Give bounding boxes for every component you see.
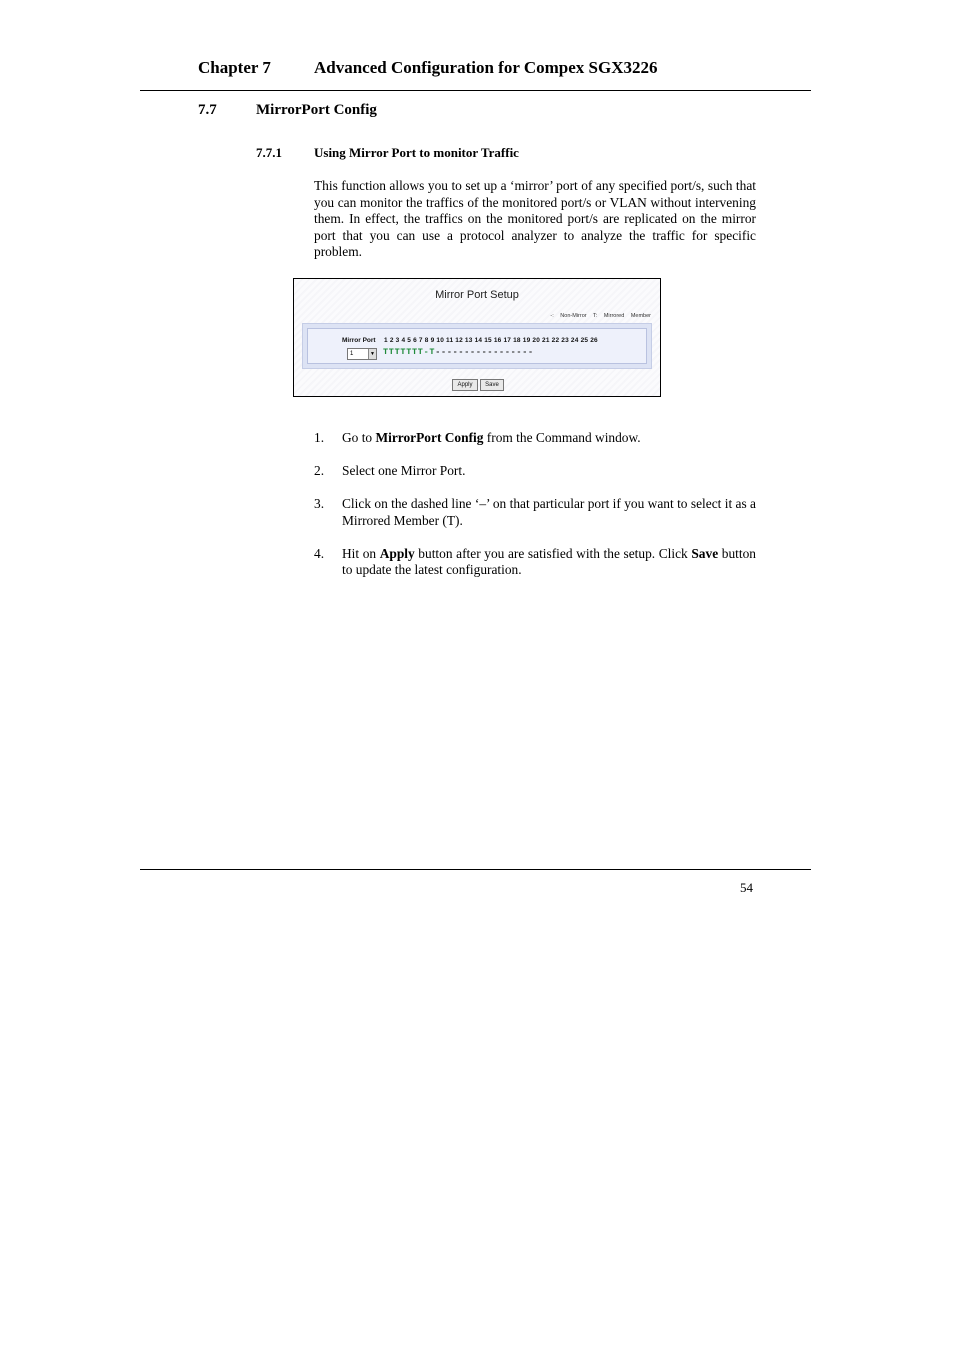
port-number-row: 1 2 3 4 5 6 7 8 9 10 11 12 13 14 15 16 17 18 19 20 21 22 23 24 25 26 [384,337,598,344]
step-bold: Save [691,545,719,561]
mirror-port-label: Mirror Port [342,337,376,344]
step-text: from the Command window. [483,430,641,445]
mirror-port-select[interactable] [347,348,377,360]
non-mirror-members[interactable]: ----------------- [435,347,534,357]
section-number: 7.7 [198,102,217,118]
intro-paragraph: This function allows you to set up a ‘mirror’ port of any specified port/s, such that you can monitor the traffics of the monitored port/s or VLAN without intervening them. In effect, the traffics on the monitored port/s are replicated on the mirror port that you can use a protocol analyzer to analyze the traffic for specific problem. [314,178,756,260]
port-panel [302,323,652,369]
figure-legend: -: Non-Mirror T: Mirrored Member [550,313,651,319]
figure-title: Mirror Port Setup [435,289,519,301]
subsection-number: 7.7.1 [256,145,282,160]
step-text: button after you are satisfied with the setup. Click [414,545,692,561]
apply-button[interactable]: Apply [452,379,478,391]
save-button[interactable]: Save [480,379,504,391]
section-title: MirrorPort Config [256,102,377,118]
member-toggle-row[interactable] [383,347,534,357]
step-item [314,430,756,447]
step-bold: Apply [379,545,415,561]
step-number: 3. [314,496,325,512]
step-bold: MirrorPort Config [375,430,484,445]
step-text: Click on the dashed line ‘–’ on that particular port if you want to select it as a Mirrored Member (T). [342,496,756,528]
header-rule [140,90,811,91]
page-number: 54 [740,880,753,895]
step-item [314,463,756,480]
step-number: 4. [314,545,325,561]
chapter-label: Chapter 7 [198,58,271,77]
step-number: 1. [314,430,325,445]
footer-rule [140,869,811,870]
mirror-port-setup-screenshot [293,278,661,397]
mirror-port-select-value: 1 [350,351,354,357]
step-item [314,496,756,529]
chapter-title: Advanced Configuration for Compex SGX3226 [314,58,658,77]
step-item [314,546,756,579]
step-text: Go to [342,430,376,445]
subsection-title: Using Mirror Port to monitor Traffic [314,145,519,160]
step-number: 2. [314,463,325,479]
mirrored-members[interactable]: TTTTTTT-T [383,347,436,357]
steps-list [314,430,756,596]
step-text: Hit on [342,545,380,561]
step-text: Select one Mirror Port. [342,463,466,479]
step-text: button to update the latest configuration. [342,545,756,578]
chevron-down-icon: ▼ [368,349,376,359]
